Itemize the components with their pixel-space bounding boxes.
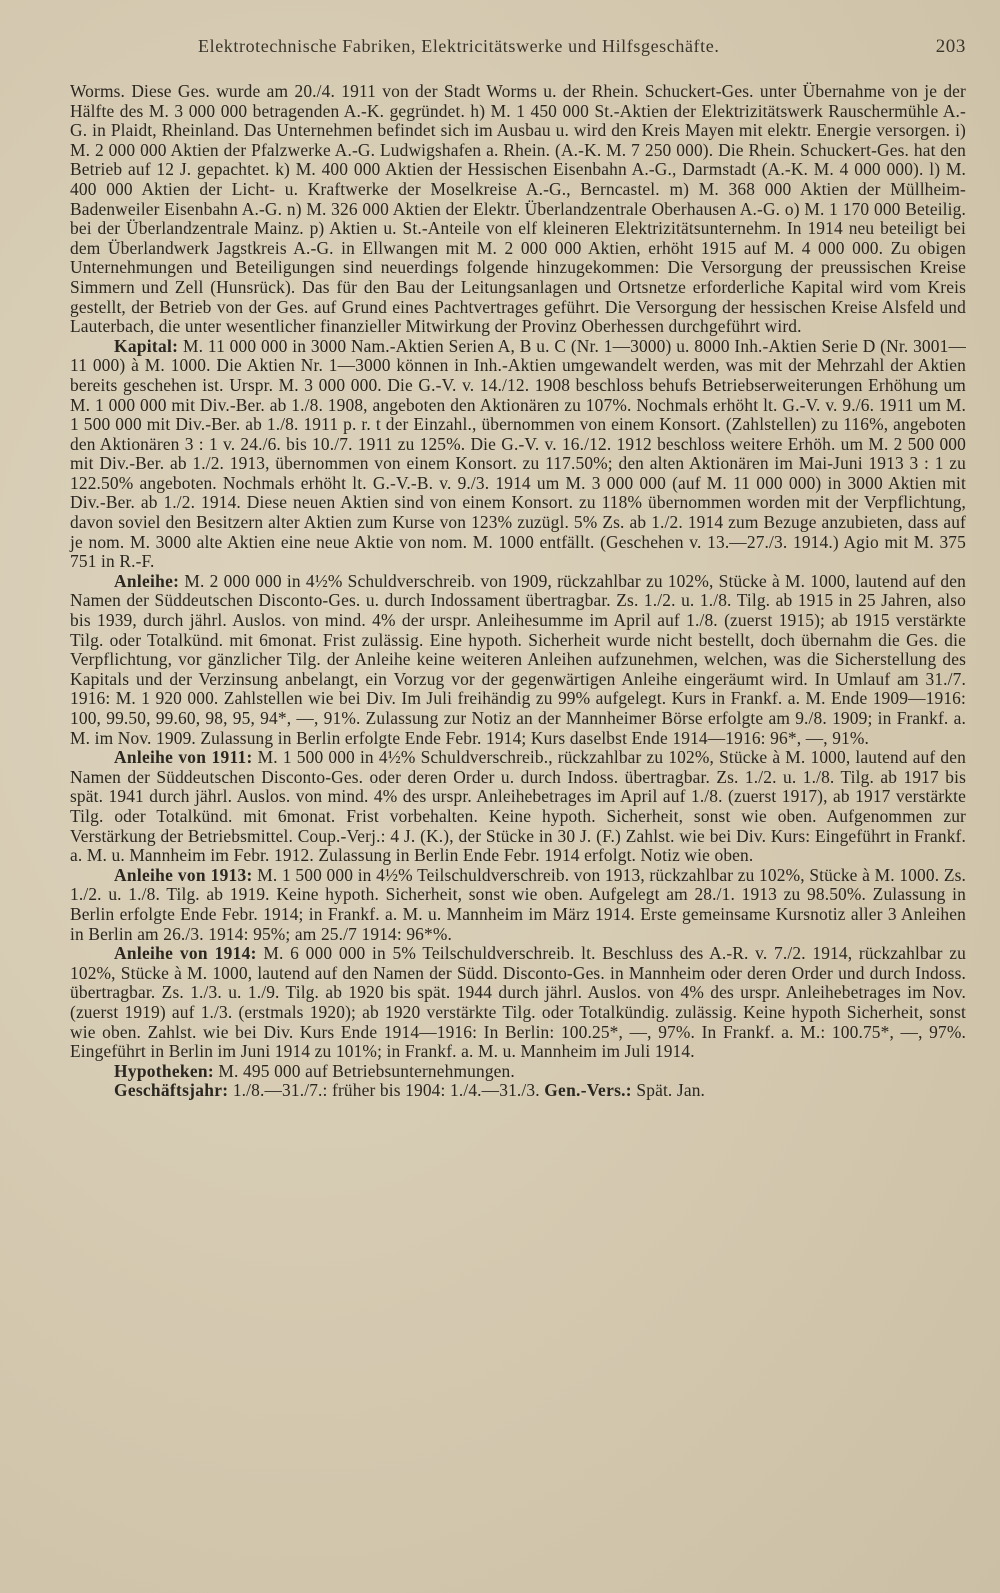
paragraph-geschaeftsjahr: [70, 1081, 966, 1101]
paragraph-anleihe-1914: [70, 944, 966, 1062]
running-header: [70, 36, 966, 58]
paragraph-lead: Anleihe von 1911:: [114, 747, 253, 768]
paragraph-anleihe-1909: [70, 572, 966, 748]
paragraph-anleihe-1911: [70, 748, 966, 866]
paragraph-hypotheken: [70, 1062, 966, 1082]
header-title: Elektrotechnische Fabriken, Elektricitätswerke und Hilfsgeschäfte.: [198, 36, 720, 56]
document-body: [70, 82, 966, 1101]
paragraph-lead: Anleihe von 1913:: [114, 864, 253, 885]
paragraph-text: M. 11 000 000 in 3000 Nam.-Aktien Serien A, B u. C (Nr. 1—3000) u. 8000 Inh.-Aktien Serie D (Nr. 3001—11 000) à M. 1000. Die Aktien Nr. 1—3000 können in Inh.-Aktien umgewandelt werden, was mit der Mehrzahl der Aktien bereits geschehen ist. Urspr. M. 3 000 000. Die G.-V. v. 14./12. 1908 beschloss behufs Betriebserweiterungen Erhöhung um M. 1 000 000 mit Div.-Ber. ab 1./8. 1908, angeboten den Aktionären zu 107%. Nochmals erhöht lt. G.-V. v. 9./6. 1911 um M. 1 500 000 mit Div.-Ber. ab 1./8. 1911 p. r. t der Einzahl., übernommen von einem Konsort. (Zahlstellen) zu 116%, angeboten den Aktionären 3 : 1 v. 24./6. bis 10./7. 1911 zu 125%. Die G.-V. v. 16./12. 1912 beschloss weitere Erhöh. um M. 2 500 000 mit Div.-Ber. ab 1./2. 1913, übernommen von einem Konsort. zu 117.50%; den alten Aktionären im Mai-Juni 1913 3 : 1 zu 122.50% angeboten. Nochmals erhöht lt. G.-V.-B. v. 9./3. 1914 um M. 3 000 000 (auf M. 11 000 000) in 3000 Aktien mit Div.-Ber. ab 1./2. 1914. Diese neuen Aktien sind von einem Konsort. zu 118% übernommen worden mit der Verpflichtung, davon soviel den Besitzern alter Aktien zum Kurse von 123% zuzügl. 5% Zs. ab 1./2. 1914 zum Bezuge anzubieten, dass auf je nom. M. 3000 alte Aktien eine neue Aktie von nom. M. 1000 entfällt. (Geschehen v. 13.—27./3. 1914.) Agio mit M. 375 751 in R.-F.: [70, 335, 966, 572]
paragraph-text: M. 2 000 000 in 4½% Schuldverschreib. von 1909, rückzahlbar zu 102%, Stücke à M. 1000, lautend auf den Namen der Süddeutschen Disconto-Ges. u. durch Indossament übertragbar. Zs. 1./2. u. 1./8. Tilg. ab 1915 in 25 Jahren, also bis 1939, durch jährl. Auslos. von mind. 4% der urspr. Anleihesumme im April auf 1./8. (zuerst 1915); ab 1915 verstärkte Tilg. oder Totalkünd. mit 6monat. Frist zulässig. Eine hypoth. Sicherheit wurde nicht bestellt, doch übernahm die Ges. die Verpflichtung, vor gänzlicher Tilg. der Anleihe keine weiteren Anleihen aufzunehmen, welchen, was die Sicherstellung des Kapitals und der Verzinsung anbelangt, ein Vorzug vor der gegenwärtigen Anleihe eingeräumt wird. In Umlauf am 31./7. 1916: M. 1 920 000. Zahlstellen wie bei Div. Im Juli freihändig zu 99% aufgelegt. Kurs in Frankf. a. M. Ende 1909—1916: 100, 99.50, 99.60, 98, 95, 94*, —, 91%. Zulassung zur Notiz an der Mannheimer Börse erfolgte am 9./8. 1909; in Frankf. a. M. im Nov. 1909. Zulassung in Berlin erfolgte Ende Febr. 1914; Kurs daselbst Ende 1914—1916: 96*, —, 91%.: [70, 570, 966, 748]
paragraph-text: Spät. Jan.: [631, 1080, 706, 1101]
paragraph-text: Worms. Diese Ges. wurde am 20./4. 1911 von der Stadt Worms u. der Rhein. Schuckert-Ges. unter Übernahme von je der Hälfte des M. 3 000 000 betragenden A.-K. gegründet. h) M. 1 450 000 St.-Aktien der Elektrizitätswerk Rauschermühle A.-G. in Plaidt, Rheinland. Das Unternehmen befindet sich im Ausbau u. wird den Kreis Mayen mit elektr. Energie versorgen. i) M. 2 000 000 Aktien der Pfalzwerke A.-G. Ludwigshafen a. Rhein. (A.-K. M. 7 250 000). Die Rhein. Schuckert-Ges. hat den Betrieb auf 12 J. gepachtet. k) M. 400 000 Aktien der Hessischen Eisenbahn A.-G., Darmstadt (A.-K. M. 4 000 000). l) M. 400 000 Aktien der Licht- u. Kraftwerke der Moselkreise A.-G., Berncastel. m) M. 368 000 Aktien der Müllheim-Badenweiler Eisenbahn A.-G. n) M. 326 000 Aktien der Elektr. Überlandzentrale Oberhausen A.-G. o) M. 1 170 000 Beteilig. bei der Überlandzentrale Mainz. p) Aktien u. St.-Anteile von elf kleineren Elektrizitätsunternehm. In 1914 neu beteiligt bei dem Überlandwerk Jagstkreis A.-G. in Ellwangen mit M. 2 000 000 Aktien, erhöht 1915 auf M. 4 000 000. Zu obigen Unternehmungen und Beteiligungen sind neuerdings folgende hinzugekommen: Die Versorgung der preussischen Kreise Simmern und Zell (Hunsrück). Das für den Bau der Leitungsanlagen und Ortsnetze erforderliche Kapital wird vom Kreis gestellt, der Betrieb von der Ges. auf Grund eines Pachtvertrages geführt. Die Versorgung der hessischen Kreise Alsfeld und Lauterbach, die unter wesentlicher finanzieller Mitwirkung der Provinz Oberhessen durchgeführt wird.: [70, 81, 966, 337]
paragraph-anleihe-1913: [70, 866, 966, 944]
paragraph-lead: Anleihe von 1914:: [114, 943, 257, 964]
paragraph-lead: Hypotheken:: [114, 1060, 214, 1081]
paragraph-lead: Anleihe:: [114, 570, 180, 591]
paragraph-investments: [70, 82, 966, 337]
paragraph-lead: Kapital:: [114, 335, 179, 356]
paragraph-text: M. 1 500 000 in 4½% Schuldverschreib., rückzahlbar zu 102%, Stücke à M. 1000, lautend auf den Namen der Süddeutschen Disconto-Ges. oder deren Order u. durch Indoss. übertragbar. Zs. 1./2. u. 1./8. Tilg. ab 1917 bis spät. 1941 durch jährl. Auslos. von mind. 4% des urspr. Anleihebetrages im April auf 1./8. (zuerst 1917), ab 1917 verstärkte Tilg. oder Totalkünd. mit 6monat. Frist vorbehalten. Keine hypoth. Sicherheit, sonst wie oben. Aufgenommen zur Verstärkung der Betriebsmittel. Coup.-Verj.: 4 J. (K.), der Stücke in 30 J. (F.) Zahlst. wie bei Div. Kurs: Eingeführt in Frankf. a. M. u. Mannheim im Febr. 1912. Zulassung in Berlin Ende Febr. 1914 erfolgt. Notiz wie oben.: [70, 747, 966, 866]
paragraph-lead: Gen.-Vers.:: [544, 1080, 632, 1101]
paragraph-lead: Geschäftsjahr:: [114, 1080, 229, 1101]
paragraph-text: M. 495 000 auf Betriebsunternehmungen.: [213, 1060, 515, 1081]
page-number: 203: [935, 36, 966, 57]
paragraph-text: 1./8.—31./7.: früher bis 1904: 1./4.—31./3.: [228, 1080, 540, 1101]
paragraph-text: M. 6 000 000 in 5% Teilschuldverschreib. lt. Beschluss des A.-R. v. 7./2. 1914, rückzahlbar zu 102%, Stücke à M. 1000, lautend auf den Namen der Südd. Disconto-Ges. in Mannheim oder deren Order und durch Indoss. übertragbar. Zs. 1./3. u. 1./9. Tilg. ab 1920 bis spät. 1944 durch jährl. Auslos. von 4% des urspr. Anleihebetrages im Nov. (zuerst 1919) auf 1./3. (erstmals 1920); ab 1920 verstärkte Tilg. oder Totalkündig. zulässig. Keine hypoth Sicherheit, sonst wie oben. Zahlst. wie bei Div. Kurs Ende 1914—1916: In Berlin: 100.25*, —, 97%. In Frankf. a. M.: 100.75*, —, 97%. Eingeführt in Berlin im Juni 1914 zu 101%; in Frankf. a. M. u. Mannheim im Juli 1914.: [70, 943, 966, 1062]
paragraph-text: M. 1 500 000 in 4½% Teilschuldverschreib. von 1913, rückzahlbar zu 102%, Stücke à M. 1000. Zs. 1./2. u. 1./8. Tilg. ab 1919. Keine hypoth. Sicherheit, sonst wie oben. Aufgelegt am 28./1. 1913 zu 98.50%. Zulassung in Berlin erfolgte Ende Febr. 1914; in Frankf. a. M. u. Mannheim im März 1914. Erste gemeinsame Kursnotiz aller 3 Anleihen in Berlin am 26./3. 1914: 95%; am 25./7 1914: 96*%.: [70, 864, 967, 944]
paragraph-kapital: [70, 337, 966, 572]
